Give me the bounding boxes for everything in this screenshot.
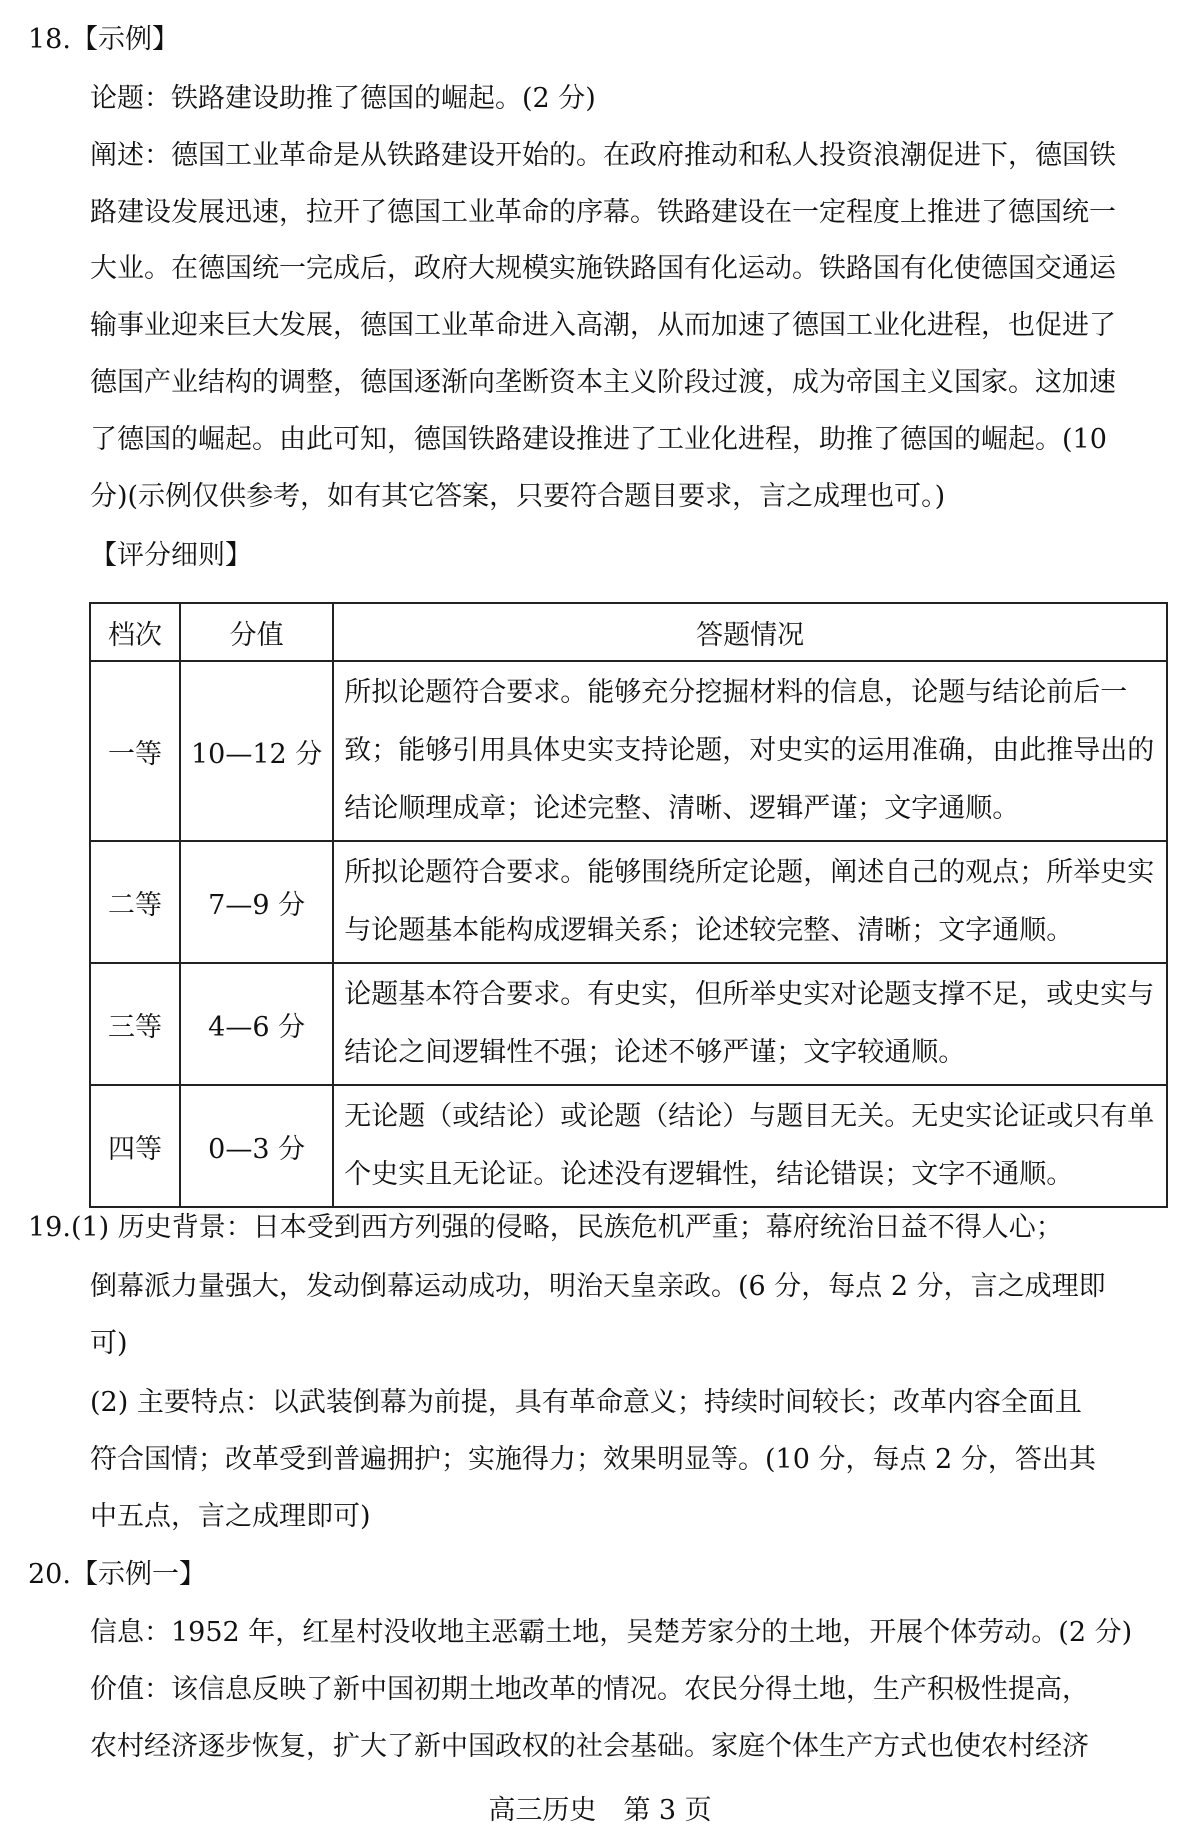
- paragraph-line: 阐述：德国工业革命是从铁路建设开始的。在政府推动和私人投资浪潮促进下，德国铁: [90, 140, 1116, 171]
- paragraph-line: 输事业迎来巨大发展，德国工业革命进入高潮，从而加速了德国工业化进程，也促进了: [90, 310, 1116, 341]
- paragraph-line: 德国产业结构的调整，德国逐渐向垄断资本主义阶段过渡，成为帝国主义国家。这加速: [90, 367, 1116, 398]
- table-row: [90, 963, 1167, 1085]
- page-footer: 高三历史 第 3 页: [488, 1795, 712, 1826]
- score-cell: 7—9 分: [180, 841, 333, 963]
- paragraph-line: 路建设发展迅速，拉开了德国工业革命的序幕。铁路建设在一定程度上推进了德国统一: [90, 197, 1116, 228]
- paragraph-line: 了德国的崛起。由此可知，德国铁路建设推进了工业化进程，助推了德国的崛起。(10: [90, 424, 1107, 455]
- grade-cell: 一等: [90, 661, 180, 841]
- question-18-heading: [28, 22, 179, 58]
- paragraph-line: (2) 主要特点：以武装倒幕为前提，具有革命意义；持续时间较长；改革内容全面且: [90, 1387, 1082, 1418]
- description-cell: 无论题（或结论）或论题（结论）与题目无关。无史实论证或只有单个史实且无论证。论述没有逻辑性，结论错误；文字不通顺。: [333, 1085, 1167, 1207]
- thesis-line: 论题：铁路建设助推了德国的崛起。(2 分): [90, 83, 596, 114]
- question-19-heading: [28, 1210, 1063, 1246]
- example-label: 【示例】: [70, 24, 179, 55]
- paragraph-line: 中五点，言之成理即可): [90, 1501, 371, 1532]
- description-cell: 所拟论题符合要求。能够围绕所定论题，阐述自己的观点；所举史实与论题基本能构成逻辑关系；论述较完整、清晰；文字通顺。: [333, 841, 1167, 963]
- paragraph-line: 倒幕派力量强大，发动倒幕运动成功，明治天皇亲政。(6 分，每点 2 分，言之成理即: [90, 1271, 1106, 1302]
- scoring-rubric-table: [89, 602, 1168, 1208]
- table-row: [90, 661, 1167, 841]
- table-row: [90, 841, 1167, 963]
- paragraph-line: 信息：1952 年，红星村没收地主恶霸土地，吴楚芳家分的土地，开展个体劳动。(2 分): [90, 1617, 1133, 1648]
- grade-cell: 四等: [90, 1085, 180, 1207]
- paragraph-line: 大业。在德国统一完成后，政府大规模实施铁路国有化运动。铁路国有化使德国交通运: [90, 253, 1116, 284]
- score-cell: 0—3 分: [180, 1085, 333, 1207]
- question-number: 18.: [28, 24, 71, 55]
- column-header-score: 分值: [180, 603, 333, 661]
- table-header-row: [90, 603, 1167, 661]
- paragraph-line: 符合国情；改革受到普遍拥护；实施得力；效果明显等。(10 分，每点 2 分，答出其: [90, 1444, 1096, 1475]
- paragraph-line: 可): [90, 1328, 128, 1359]
- grade-cell: 三等: [90, 963, 180, 1085]
- table-row: [90, 1085, 1167, 1207]
- paragraph-line: 价值：该信息反映了新中国初期土地改革的情况。农民分得土地，生产积极性提高，: [90, 1674, 1089, 1705]
- paragraph-line: 分)(示例仅供参考，如有其它答案，只要符合题目要求，言之成理也可。): [90, 481, 946, 512]
- paragraph-line: (1) 历史背景：日本受到西方列强的侵略，民族危机严重；幕府统治日益不得人心；: [70, 1212, 1063, 1243]
- description-cell: 论题基本符合要求。有史实，但所举史实对论题支撑不足，或史实与结论之间逻辑性不强；论述不够严谨；文字较通顺。: [333, 963, 1167, 1085]
- column-header-description: 答题情况: [333, 603, 1167, 661]
- description-cell: 所拟论题符合要求。能够充分挖掘材料的信息，论题与结论前后一致；能够引用具体史实支持论题，对史实的运用准确，由此推导出的结论顺理成章；论述完整、清晰、逻辑严谨；文字通顺。: [333, 661, 1167, 841]
- score-cell: 10—12 分: [180, 661, 333, 841]
- question-20-heading: [28, 1557, 206, 1593]
- paragraph-line: 农村经济逐步恢复，扩大了新中国政权的社会基础。家庭个体生产方式也使农村经济: [90, 1731, 1089, 1762]
- grade-cell: 二等: [90, 841, 180, 963]
- example-label: 【示例一】: [70, 1559, 206, 1590]
- column-header-grade: 档次: [90, 603, 180, 661]
- question-number: 19.: [28, 1212, 71, 1243]
- question-number: 20.: [28, 1559, 71, 1590]
- rubric-title: 【评分细则】: [90, 540, 252, 571]
- score-cell: 4—6 分: [180, 963, 333, 1085]
